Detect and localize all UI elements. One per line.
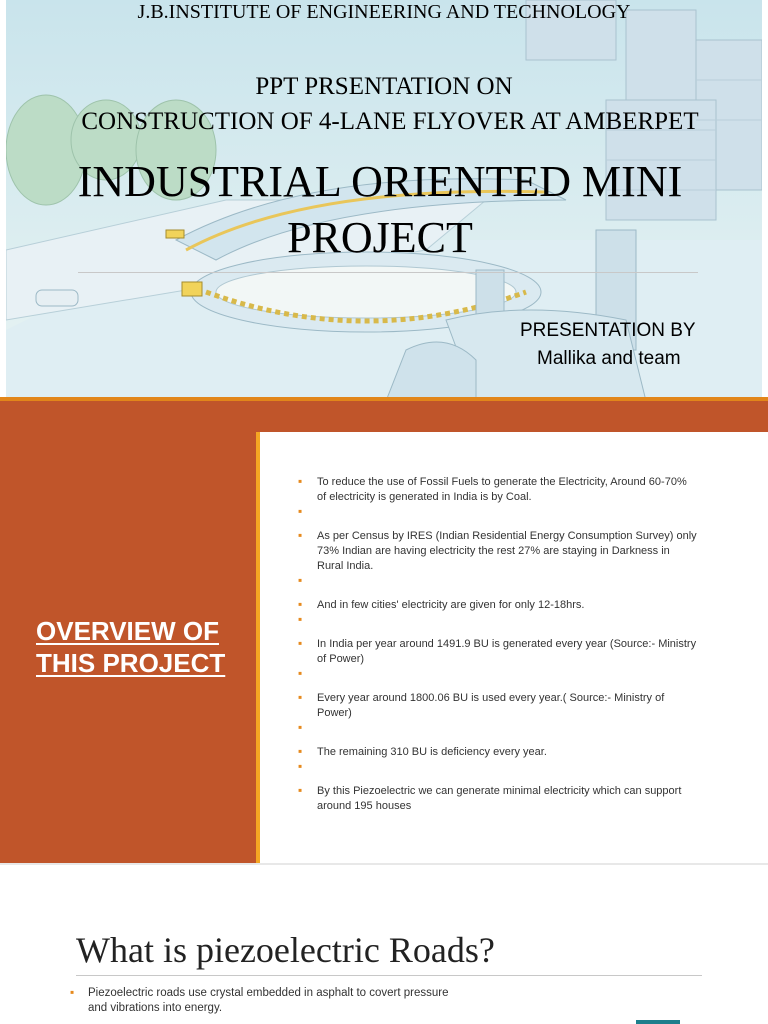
list-item: ▪ By this Piezoelectric we can generate minimal electricity which can support around 195 houses	[298, 784, 698, 814]
spacer	[298, 613, 698, 637]
list-item: ▪ And in few cities' electricity are given for only 12-18hrs.	[298, 598, 698, 613]
list-item: ▪ Every year around 1800.06 BU is used every year.( Source:- Ministry of Power)	[298, 691, 698, 721]
overview-title-line-1: OVERVIEW OF	[36, 616, 219, 646]
spacer	[298, 505, 698, 529]
slide-main-title	[0, 154, 760, 266]
list-item	[70, 986, 470, 1016]
list-item: ▪ The remaining 310 BU is deficiency every year.	[298, 745, 698, 760]
bullet-text: Piezoelectric roads use crystal embedded in asphalt to covert pressure and vibrations into energy.	[88, 987, 449, 1014]
list-item: ▪ As per Census by IRES (Indian Residential Energy Consumption Survey) only 73% Indian are having electricity the rest 27% are staying in Darkness in Rural India.	[298, 529, 698, 574]
presentation-by-label: PRESENTATION BY	[520, 320, 696, 341]
list-item: ▪ To reduce the use of Fossil Fuels to generate the Electricity, Around 60-70% of electricity is generated in India is by Coal.	[298, 475, 698, 505]
slide-heading: What is piezoelectric Roads?	[76, 930, 495, 970]
college-name: J.B.INSTITUTE OF ENGINEERING AND TECHNOLOGY	[137, 1, 631, 23]
ppt-subtitle: PPT PRSENTATION ON	[255, 73, 513, 100]
main-title-line-2: PROJECT	[287, 213, 473, 262]
overview-title-line-2: THIS PROJECT	[36, 648, 226, 678]
bullet-icon: ▪	[70, 985, 75, 999]
title-divider	[78, 272, 698, 273]
main-title-line-1: INDUSTRIAL ORIENTED MINI	[77, 157, 683, 206]
spacer	[298, 721, 698, 745]
project-topic: CONSTRUCTION OF 4-LANE FLYOVER AT AMBERPET	[81, 108, 699, 135]
overview-bullet-list	[298, 475, 698, 814]
presenter-name: Mallika and team	[537, 348, 681, 369]
piezoelectric-slide	[0, 865, 768, 1024]
corner-logo-icon	[636, 1020, 680, 1024]
heading-divider	[76, 975, 702, 976]
overview-title	[36, 615, 256, 679]
spacer	[298, 574, 698, 598]
panel-separator	[256, 432, 260, 865]
list-item: ▪ In India per year around 1491.9 BU is generated every year (Source:- Ministry of Power)	[298, 637, 698, 667]
spacer	[298, 667, 698, 691]
title-slide	[0, 0, 768, 401]
spacer	[298, 760, 698, 784]
top-band	[0, 401, 768, 432]
overview-slide	[0, 401, 768, 865]
